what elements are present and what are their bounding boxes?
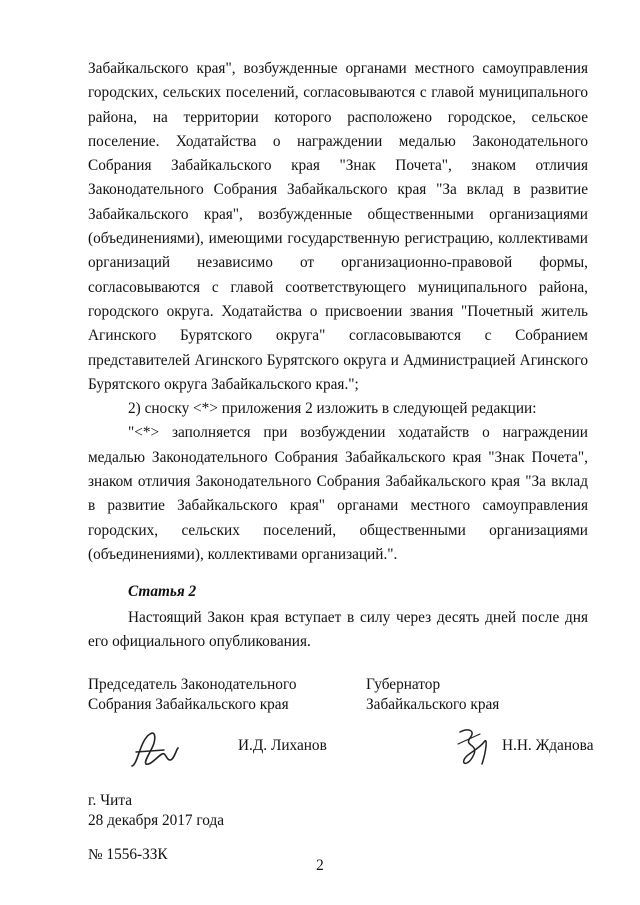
paragraph-footnote-amendment: 2) сноску <*> приложения 2 изложить в следующей редакции: (128, 400, 537, 418)
paragraph-continuation: Забайкальского края", возбужденные органами местного самоуправления городских, сельских поселений, согласовываются с главой муниципального района, на территории которого расположено городское, сельское поселение. Ходатайства о награждении медалью Законодательного Собрания Забайкальского края "Знак Почета", знаком отличия Законодательного Собрания Забайкальского края "За вклад в развитие Забайкальского края", возбужденные общественными организациями (объединениями), имеющими государственную регистрацию, коллективами организаций независимо от организационно-правовой формы, согласовываются с главой соответствующего муниципального района, городского округа. Ходатайства о присвоении звания "Почетный житель Агинского Бурятского округа" согласовываются с Собранием представителей Агинского Бурятского округа и Администрацией Агинского Бурятского округа Забайкальского края."; (88, 60, 588, 393)
document-body (88, 57, 588, 654)
chairman-title-line1: Председатель Законодательного (88, 676, 297, 693)
article-text: Настоящий Закон края вступает в силу через десять дней после дня его официального опубликования. (88, 608, 588, 650)
footer-law-number: № 1556-ЗЗК (88, 846, 168, 863)
chairman-title-line2: Собрания Забайкальского края (88, 695, 289, 713)
article-title: Статья 2 (128, 583, 197, 601)
chairman-name: И.Д. Лиханов (238, 737, 327, 754)
paragraph-footnote-text: "<*> заполняется при возбуждении ходатайств о награждении медалью Законодательного Собрания Забайкальского края "Знак Почета", знаком отличия Законодательного Собрания Забайкальского края "За вклад в развитие Забайкальского края" органами местного самоуправления городских, сельских поселений, общественными организациями (объединениями), коллективами организаций.". (88, 424, 588, 563)
footer-date: 28 декабря 2017 года (88, 811, 225, 829)
page-number: 2 (316, 857, 324, 874)
signature-block-chairman (88, 675, 297, 714)
footer-city: г. Чита (88, 792, 132, 809)
footer-place-date (88, 791, 224, 830)
governor-title-line2: Забайкальского края (366, 695, 500, 713)
signature-block-governor (366, 675, 499, 714)
governor-signature-image (454, 724, 492, 770)
governor-name: Н.Н. Жданова (502, 737, 594, 754)
chairman-signature-image (128, 726, 184, 770)
governor-title-line1: Губернатор (366, 676, 441, 693)
